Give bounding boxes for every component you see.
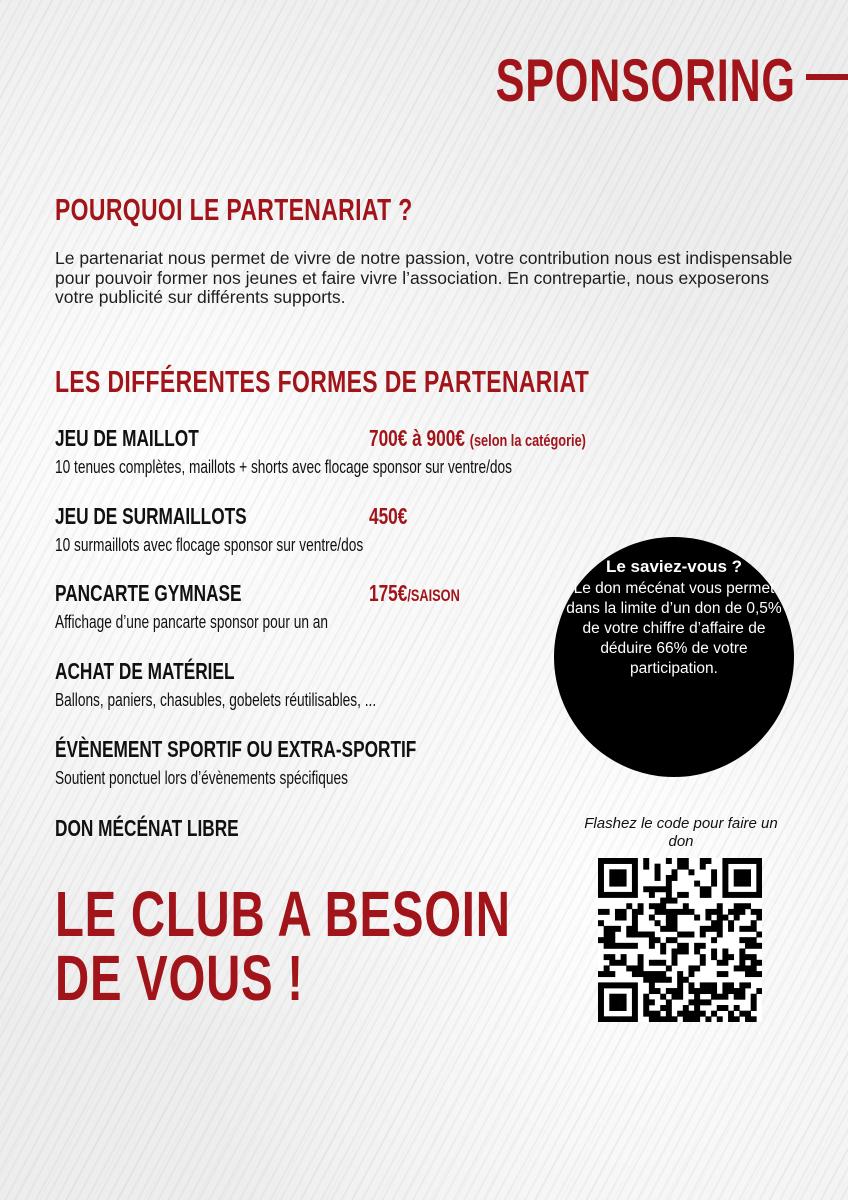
info-bubble-title: Le saviez-vous ?	[605, 557, 743, 576]
page-title: SPONSORING	[495, 47, 796, 114]
item-price-wrap	[369, 425, 658, 452]
item-price: 450€	[369, 503, 408, 529]
intro-heading-wrap	[55, 192, 538, 228]
page-header	[379, 46, 796, 115]
item-price-wrap	[369, 580, 490, 607]
intro-text: Le partenariat nous permet de vivre de notre passion, votre contribution nous est indispensable pour pouvoir former nos jeunes et faire vivre l’association. En contrepartie, nous exposerons votre publicité sur différents supports.	[55, 248, 793, 307]
item-desc-wrap	[55, 767, 451, 789]
forms-heading: LES DIFFÉRENTES FORMES DE PARTENARIAT	[55, 364, 590, 399]
slogan-line-2: DE VOUS !	[55, 942, 304, 1014]
item-title: JEU DE MAILLOT	[55, 425, 199, 451]
item-title: PANCARTE GYMNASE	[55, 580, 242, 606]
item-title: JEU DE SURMAILLOTS	[55, 503, 247, 529]
item-mecenat	[55, 815, 300, 842]
item-desc-wrap	[55, 534, 471, 556]
item-jeu-maillot	[55, 425, 247, 452]
slogan-line-1-wrap	[55, 878, 671, 950]
item-surmaillots	[55, 503, 311, 530]
item-desc-wrap	[55, 689, 489, 711]
item-desc: Ballons, paniers, chasubles, gobelets réutilisables, ...	[55, 689, 377, 710]
item-evenement	[55, 736, 537, 763]
item-title: ACHAT DE MATÉRIEL	[55, 658, 235, 684]
item-title: DON MÉCÉNAT LIBRE	[55, 815, 239, 841]
item-price: 175€/SAISON	[369, 580, 460, 606]
slogan-line-1: LE CLUB A BESOIN	[55, 878, 511, 950]
price-note: /SAISON	[407, 586, 460, 605]
item-desc: 10 tenues complètes, maillots + shorts avec flocage sponsor sur ventre/dos	[55, 456, 512, 477]
item-desc-wrap	[55, 611, 424, 633]
item-title: ÉVÈNEMENT SPORTIF OU EXTRA-SPORTIF	[55, 736, 417, 762]
item-materiel	[55, 658, 294, 685]
slogan-line-2-wrap	[55, 942, 391, 1014]
qr-caption: Flashez le code pour faire un don	[584, 815, 778, 850]
item-desc: Affichage d’une pancarte sponsor pour un an	[55, 611, 328, 632]
item-desc: 10 surmaillots avec flocage sponsor sur ventre/dos	[55, 534, 364, 555]
item-price-wrap	[369, 503, 420, 530]
info-bubble	[554, 537, 794, 777]
info-bubble-text: Le don mécénat vous permet dans la limite d’un don de 0,5% de votre chiffre d’affaire de déduire 66% de votre participation.	[566, 580, 782, 677]
item-price: 700€ à 900€ (selon la catégorie)	[369, 425, 586, 451]
price-note: (selon la catégorie)	[469, 431, 586, 450]
item-desc: Soutient ponctuel lors d’évènements spécifiques	[55, 767, 348, 788]
intro-heading: POURQUOI LE PARTENARIAT ?	[55, 192, 413, 227]
title-rule	[806, 74, 848, 80]
item-pancarte	[55, 580, 304, 607]
item-desc-wrap	[55, 456, 673, 478]
forms-heading-wrap	[55, 364, 777, 400]
